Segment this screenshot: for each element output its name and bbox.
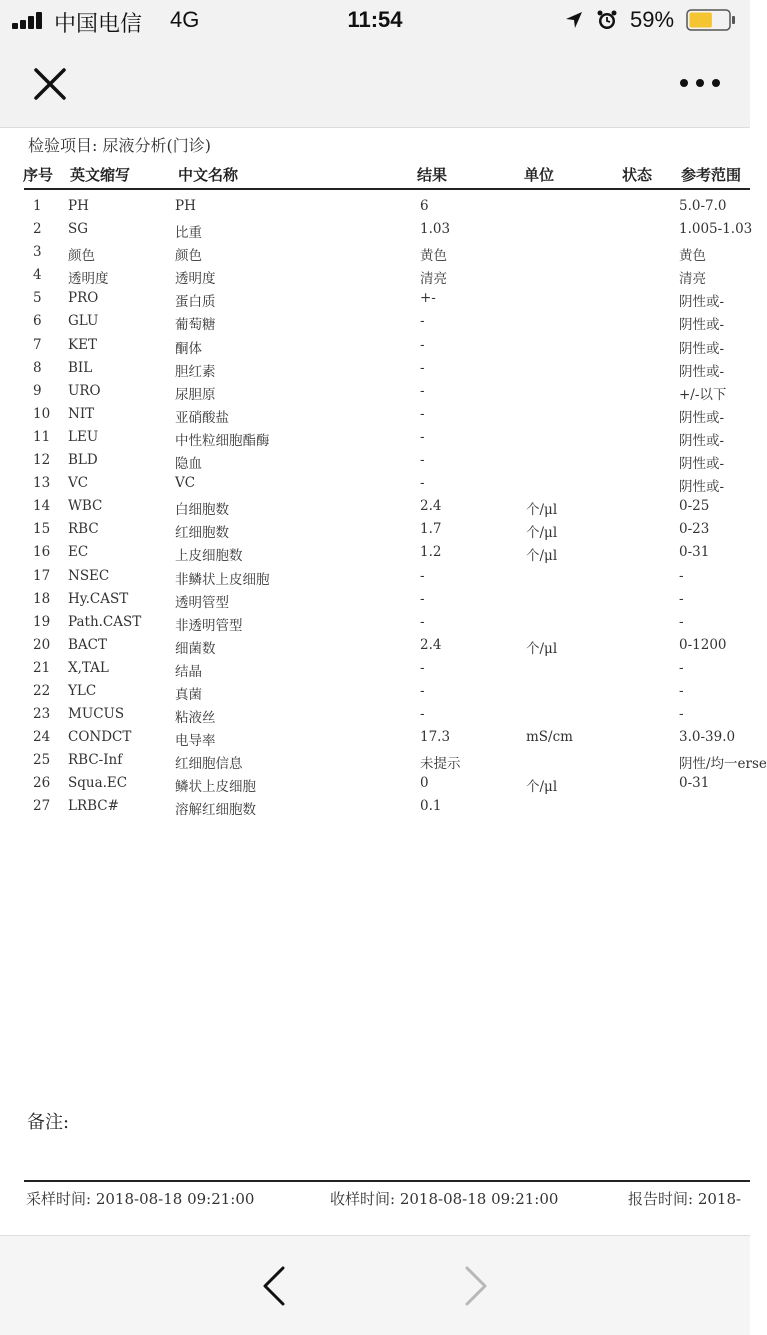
row-result: - [420, 313, 425, 330]
bottom-toolbar [0, 1235, 750, 1335]
row-number: 2 [33, 221, 42, 238]
row-abbrev: PRO [68, 290, 99, 307]
close-icon[interactable] [28, 62, 72, 106]
row-number: 10 [33, 405, 51, 422]
row-abbrev: YLC [68, 682, 97, 699]
row-abbrev: RBC-Inf [68, 752, 123, 769]
row-abbrev: Path.CAST [68, 613, 142, 630]
row-result: +- [420, 290, 436, 307]
row-reference: 阴性或- [679, 317, 725, 334]
row-result: - [420, 405, 425, 422]
row-name: 溶解红细胞数 [175, 802, 256, 819]
row-reference: - [679, 706, 684, 723]
row-name: 隐血 [175, 456, 202, 473]
row-number: 18 [33, 590, 51, 607]
row-name: 细菌数 [175, 640, 216, 657]
row-name: 粘液丝 [175, 710, 216, 727]
row-number: 5 [33, 290, 42, 307]
row-name: 透明度 [175, 271, 216, 288]
column-header-abbrev: 英文缩写 [70, 166, 131, 184]
column-header-no: 序号 [23, 166, 54, 184]
table-row [0, 612, 750, 635]
row-reference: 阴性或- [679, 479, 725, 496]
column-header-name: 中文名称 [178, 166, 239, 184]
row-abbrev: BLD [68, 452, 98, 469]
receive-time: 收样时间: 2018-08-18 09:21:00 [330, 1190, 559, 1208]
row-number: 19 [33, 613, 51, 630]
row-result: - [420, 613, 425, 630]
row-number: 7 [33, 336, 42, 353]
row-name: 红细胞数 [175, 525, 229, 542]
row-abbrev: RBC [68, 521, 99, 538]
row-reference: 0-23 [679, 521, 710, 538]
row-reference: 阴性或- [679, 432, 725, 449]
row-abbrev: GLU [68, 313, 99, 330]
row-reference: 阴性或- [679, 294, 725, 311]
row-reference: - [679, 567, 684, 584]
row-unit: 个/μl [526, 548, 558, 565]
table-row [0, 358, 750, 381]
table-row [0, 658, 750, 681]
row-result: - [420, 682, 425, 699]
row-result: 0.1 [420, 798, 442, 815]
row-name: 透明管型 [175, 594, 229, 611]
row-number: 26 [33, 775, 51, 792]
row-name: 酮体 [175, 340, 202, 357]
row-abbrev: NIT [68, 405, 95, 422]
row-number: 9 [33, 382, 42, 399]
table-row [0, 265, 750, 288]
row-result: - [420, 659, 425, 676]
row-number: 15 [33, 521, 51, 538]
row-number: 27 [33, 798, 51, 815]
row-number: 12 [33, 452, 51, 469]
row-name: 结晶 [175, 663, 202, 680]
table-row [0, 427, 750, 450]
column-header-unit: 单位 [524, 166, 555, 184]
row-unit: 个/μl [526, 502, 558, 519]
row-result: 2.4 [420, 498, 442, 515]
row-result: 黄色 [420, 248, 447, 265]
table-row [0, 404, 750, 427]
table-row [0, 589, 750, 612]
row-number: 3 [33, 244, 42, 261]
table-row [0, 450, 750, 473]
row-reference: 5.0-7.0 [679, 198, 727, 214]
status-bar [0, 0, 750, 40]
row-reference: 清亮 [679, 271, 706, 288]
row-abbrev: X,TAL [68, 659, 109, 676]
row-abbrev: SG [68, 221, 89, 238]
table-row [0, 750, 767, 773]
row-abbrev: LEU [68, 428, 99, 445]
table-row [0, 773, 750, 796]
row-name: 红细胞信息 [175, 756, 243, 773]
row-abbrev: WBC [68, 498, 103, 515]
table-row [0, 681, 750, 704]
sample-time: 采样时间: 2018-08-18 09:21:00 [26, 1190, 255, 1208]
row-abbrev: NSEC [68, 567, 110, 584]
table-row [0, 496, 750, 519]
row-result: - [420, 428, 425, 445]
table-row [0, 796, 750, 819]
row-abbrev: Squa.EC [68, 775, 128, 792]
row-name: 电导率 [175, 733, 216, 750]
row-number: 24 [33, 729, 51, 746]
row-abbrev: CONDCT [68, 729, 132, 746]
row-name: VC [175, 475, 196, 492]
row-result: 0 [420, 775, 429, 792]
row-number: 13 [33, 475, 51, 492]
row-reference: - [679, 590, 684, 607]
table-row [0, 242, 750, 265]
row-result: - [420, 336, 425, 353]
row-unit: 个/μl [526, 640, 558, 657]
row-name: 胆红素 [175, 363, 216, 380]
header-divider [24, 188, 750, 190]
battery-icon [686, 9, 736, 31]
table-row [0, 311, 750, 334]
table-row [0, 196, 750, 219]
table-row [0, 727, 750, 750]
table-row [0, 335, 750, 358]
row-number: 1 [33, 198, 42, 214]
row-number: 6 [33, 313, 42, 330]
row-result: 未提示 [420, 756, 461, 773]
column-header-result: 结果 [417, 166, 448, 184]
row-number: 22 [33, 682, 51, 699]
row-reference: 阴性/均一erse [679, 756, 767, 773]
row-name: 非透明管型 [175, 617, 243, 634]
row-abbrev: Hy.CAST [68, 590, 129, 607]
row-result: 1.7 [420, 521, 442, 538]
row-number: 14 [33, 498, 51, 515]
row-abbrev: EC [68, 544, 89, 561]
carrier-name: 中国电信 [54, 11, 143, 36]
row-name: 亚硝酸盐 [175, 409, 229, 426]
chevron-left-icon[interactable] [255, 1264, 295, 1308]
row-number: 11 [33, 428, 51, 445]
row-name: 尿胆原 [175, 386, 216, 403]
row-result: 1.03 [420, 221, 451, 238]
row-number: 8 [33, 359, 42, 376]
exam-title: 检验项目: 尿液分析(门诊) [28, 136, 211, 155]
row-reference: 阴性或- [679, 363, 725, 380]
row-abbrev: PH [68, 198, 89, 214]
row-name: 颜色 [175, 248, 202, 265]
table-row [0, 704, 750, 727]
row-result: - [420, 452, 425, 469]
table-row [0, 288, 750, 311]
row-result: - [420, 475, 425, 492]
row-result: 1.2 [420, 544, 442, 561]
row-reference: +/-以下 [679, 386, 727, 403]
table-row [0, 519, 750, 542]
row-name: 葡萄糖 [175, 317, 216, 334]
row-number: 16 [33, 544, 51, 561]
row-name: 非鳞状上皮细胞 [175, 571, 270, 588]
row-abbrev: BACT [68, 636, 108, 653]
alarm-icon [596, 9, 618, 31]
row-name: PH [175, 198, 196, 214]
row-result: 清亮 [420, 271, 447, 288]
row-reference: - [679, 682, 684, 699]
row-number: 21 [33, 659, 51, 676]
row-name: 上皮细胞数 [175, 548, 243, 565]
row-number: 20 [33, 636, 51, 653]
row-result: - [420, 706, 425, 723]
remark-label: 备注: [27, 1112, 70, 1133]
network-type: 4G [170, 7, 200, 32]
row-reference: - [679, 613, 684, 630]
row-result: - [420, 590, 425, 607]
row-reference: 阴性或- [679, 456, 725, 473]
row-number: 4 [33, 267, 42, 284]
row-result: - [420, 359, 425, 376]
battery-percent: 59% [630, 7, 675, 32]
report-time: 报告时间: 2018- [628, 1190, 742, 1208]
row-reference: 黄色 [679, 248, 706, 265]
row-abbrev: MUCUS [68, 706, 125, 723]
row-reference: 3.0-39.0 [679, 729, 736, 746]
navigation-bar [0, 40, 750, 128]
row-abbrev: URO [68, 382, 101, 399]
row-result: - [420, 382, 425, 399]
column-header-state: 状态 [622, 166, 653, 184]
row-name: 蛋白质 [175, 294, 216, 311]
row-abbrev: 透明度 [68, 271, 109, 288]
row-unit: 个/μl [526, 779, 558, 796]
row-result: 17.3 [420, 729, 451, 746]
row-number: 23 [33, 706, 51, 723]
table-row [0, 566, 750, 589]
row-number: 17 [33, 567, 51, 584]
row-name: 白细胞数 [175, 502, 229, 519]
table-row [0, 473, 750, 496]
row-abbrev: KET [68, 336, 97, 353]
results-table [0, 196, 767, 820]
row-reference: 阴性或- [679, 409, 725, 426]
footer-divider [24, 1180, 750, 1182]
row-reference: - [679, 659, 684, 676]
report-document[interactable] [0, 128, 767, 1208]
row-reference: 0-31 [679, 775, 710, 792]
row-reference: 1.005-1.03 [679, 221, 753, 238]
row-reference: 0-31 [679, 544, 710, 561]
row-name: 比重 [175, 225, 202, 242]
row-abbrev: 颜色 [68, 248, 95, 265]
row-number: 25 [33, 752, 51, 769]
table-row [0, 381, 750, 404]
row-result: 6 [420, 198, 429, 214]
row-unit: mS/cm [526, 729, 573, 746]
row-reference: 0-25 [679, 498, 710, 515]
location-icon [563, 9, 585, 31]
row-abbrev: BIL [68, 359, 93, 376]
row-abbrev: LRBC# [68, 798, 119, 815]
row-name: 鳞状上皮细胞 [175, 779, 256, 796]
clock: 11:54 [347, 7, 403, 32]
table-row [0, 542, 750, 565]
row-result: 2.4 [420, 636, 442, 653]
row-unit: 个/μl [526, 525, 558, 542]
row-reference: 0-1200 [679, 636, 727, 653]
table-row [0, 219, 753, 242]
row-name: 真菌 [175, 686, 202, 703]
table-row [0, 635, 750, 658]
row-reference: 阴性或- [679, 340, 725, 357]
more-icon[interactable] [672, 68, 728, 98]
row-name: 中性粒细胞酯酶 [175, 432, 270, 449]
row-abbrev: VC [68, 475, 89, 492]
chevron-right-icon[interactable] [455, 1264, 495, 1308]
row-result: - [420, 567, 425, 584]
column-header-reference: 参考范围 [681, 166, 742, 184]
